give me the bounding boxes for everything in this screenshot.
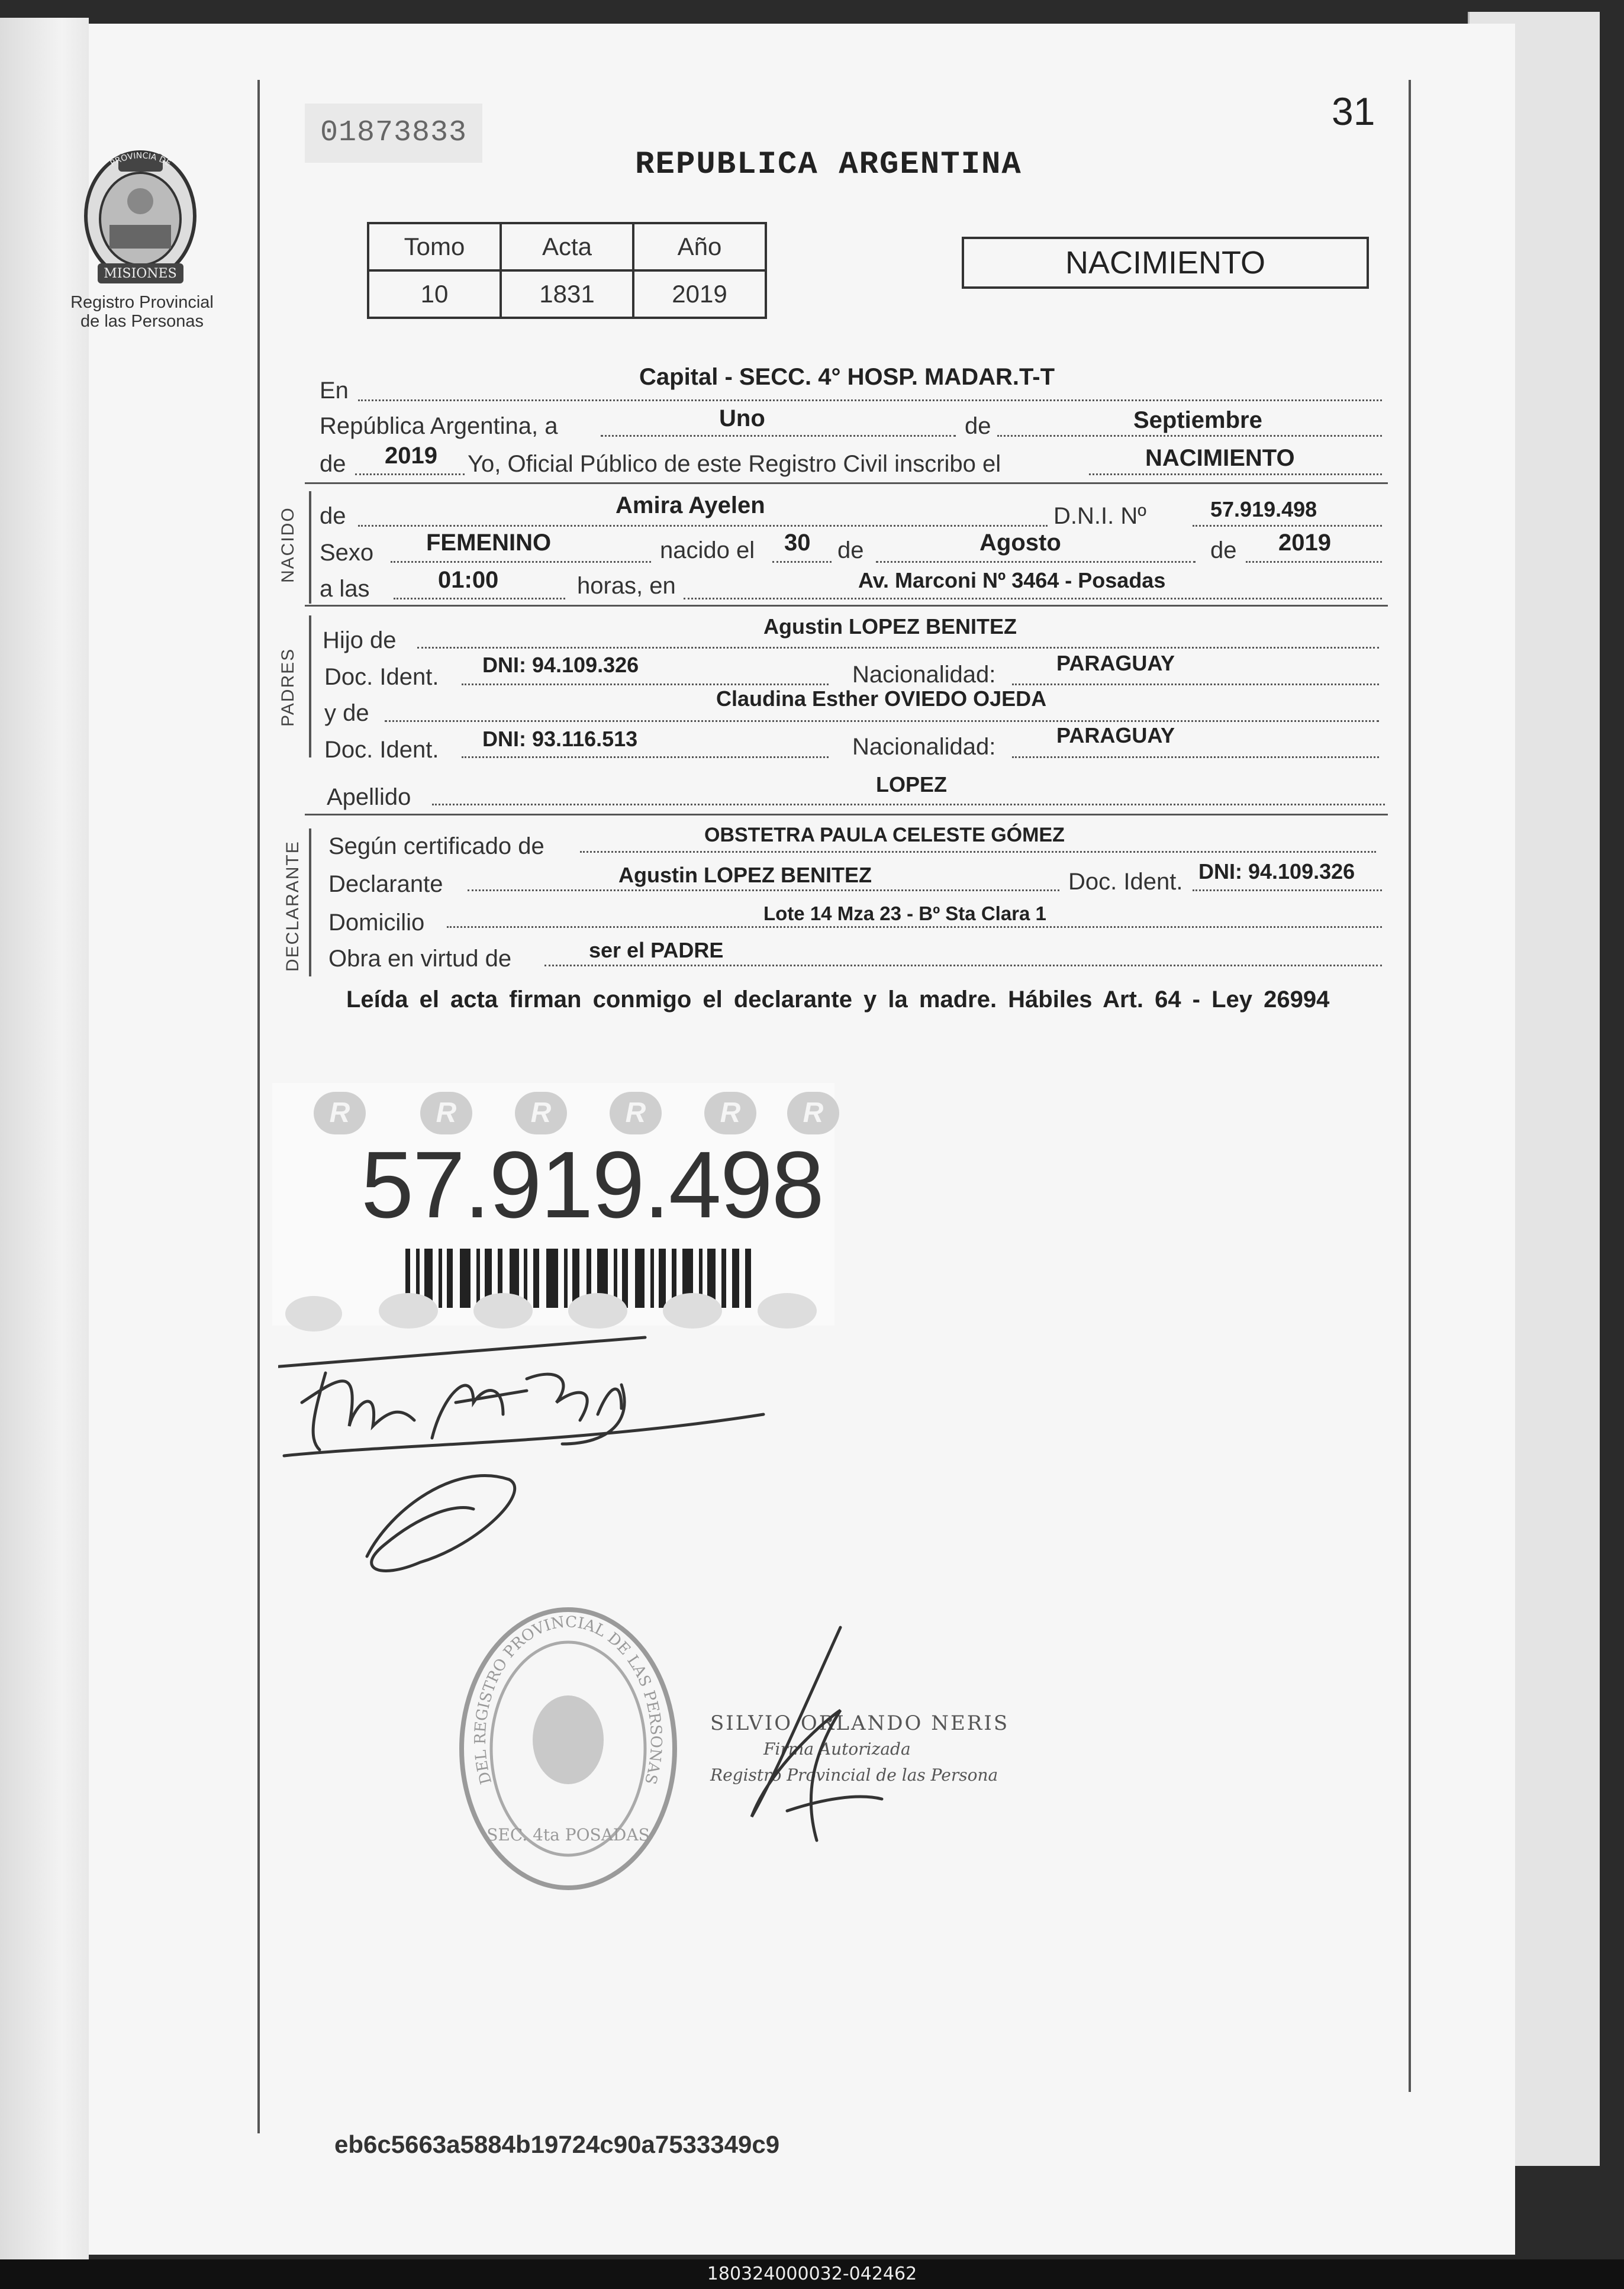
r-mark-icon: R xyxy=(704,1092,756,1134)
provincial-seal-icon xyxy=(77,142,204,290)
r-mark-icon: R xyxy=(515,1092,567,1134)
document-hash: eb6c5663a5884b19724c90a7533349c9 xyxy=(334,2130,780,2158)
dots-surname xyxy=(432,804,1385,805)
header-acta: Acta xyxy=(501,223,633,270)
svg-text:MISIONES: MISIONES xyxy=(104,266,177,281)
serial-number: 01873833 xyxy=(305,104,482,163)
value-birth-month: Agosto xyxy=(979,530,1061,556)
label-domicilio: Domicilio xyxy=(328,910,425,936)
svg-text:PROVINCIA DE: PROVINCIA DE xyxy=(108,151,173,169)
value-acta: 1831 xyxy=(501,270,633,318)
divider-2 xyxy=(305,605,1388,607)
nacido-bracket xyxy=(309,491,311,604)
dots-declarant-doc xyxy=(1193,889,1382,891)
divider-3 xyxy=(305,814,1388,815)
record-type-box: NACIMIENTO xyxy=(962,237,1369,289)
book-gutter xyxy=(0,18,89,2261)
record-table xyxy=(367,222,767,319)
section-label-nacido: NACIDO xyxy=(278,507,298,583)
dots-time xyxy=(394,598,565,599)
label-republica: República Argentina, a xyxy=(320,413,558,439)
dots-act xyxy=(1089,473,1382,475)
label-y-de: y de xyxy=(324,700,369,726)
value-act-type: NACIMIENTO xyxy=(1145,445,1295,471)
label-nacionalidad-mother: Nacionalidad: xyxy=(852,734,996,760)
page-number: 31 xyxy=(1332,89,1375,133)
label-de-name: de xyxy=(320,503,346,529)
section-label-padres: PADRES xyxy=(278,647,298,727)
value-birth-place: Av. Marconi Nº 3464 - Posadas xyxy=(858,568,1166,592)
label-nacionalidad-father: Nacionalidad: xyxy=(852,662,996,688)
label-declarante: Declarante xyxy=(328,871,443,897)
label-apellido: Apellido xyxy=(327,784,411,810)
left-margin-line xyxy=(257,80,260,2133)
closing-text: Leída el acta firman conmigo el declarante y la madre. Hábiles Art. 64 - Ley 26994 xyxy=(346,986,1330,1013)
stamp-ring-text: DEL REGISTRO PROVINCIAL DE LAS PERSONAS xyxy=(471,1613,665,1787)
value-tomo: 10 xyxy=(368,270,501,318)
label-en: En xyxy=(320,378,349,404)
value-child-dni: 57.919.498 xyxy=(1210,497,1317,521)
signer-name: SILVIO ORLANDO NERIS xyxy=(710,1711,1010,1735)
dots-sexo xyxy=(391,561,651,563)
label-segun-cert: Según certificado de xyxy=(328,833,544,859)
value-birth-time: 01:00 xyxy=(438,567,499,593)
value-place: Capital - SECC. 4° HOSP. MADAR.T-T xyxy=(639,364,1055,390)
dots-father-doc xyxy=(462,684,829,685)
label-doc-ident-declarant: Doc. Ident. xyxy=(1068,869,1183,895)
r-mark-icon: R xyxy=(314,1092,366,1134)
registry-label-line2: de las Personas xyxy=(80,312,204,331)
value-father-doc: DNI: 94.109.326 xyxy=(482,653,639,677)
registry-label-line1: Registro Provincial xyxy=(70,293,214,312)
dots-name xyxy=(358,525,1048,527)
value-birth-year: 2019 xyxy=(1278,530,1331,556)
value-certificate-by: OBSTETRA PAULA CELESTE GÓMEZ xyxy=(704,824,1065,846)
value-declarant: Agustin LOPEZ BENITEZ xyxy=(618,863,872,887)
r-mark-icon: R xyxy=(420,1092,472,1134)
scan-footer-id: 180324000032-042462 xyxy=(0,2259,1624,2289)
value-mother-nationality: PARAGUAY xyxy=(1056,723,1175,747)
dots-birth-day xyxy=(772,561,832,563)
label-de-year: de xyxy=(320,451,346,477)
value-declarant-doc: DNI: 94.109.326 xyxy=(1198,859,1355,884)
declarante-bracket xyxy=(309,828,311,976)
sticker-dni-number: 57.919.498 xyxy=(361,1131,823,1237)
label-dni: D.N.I. Nº xyxy=(1053,503,1146,529)
label-sexo: Sexo xyxy=(320,540,374,566)
official-stamp-icon xyxy=(456,1604,681,1894)
label-horas-en: horas, en xyxy=(577,573,676,599)
value-surname: LOPEZ xyxy=(876,772,948,797)
dots-birth-place xyxy=(684,598,1382,599)
divider-1 xyxy=(305,482,1388,484)
value-father-name: Agustin LOPEZ BENITEZ xyxy=(763,614,1017,639)
label-a-las: a las xyxy=(320,576,370,602)
value-father-nationality: PARAGUAY xyxy=(1056,651,1175,675)
label-hijo-de: Hijo de xyxy=(323,627,397,653)
dots-mother-doc xyxy=(462,756,829,758)
value-acting-as: ser el PADRE xyxy=(589,938,724,962)
value-birth-day: 30 xyxy=(784,530,811,556)
padres-bracket xyxy=(309,615,311,757)
section-label-declarante: DECLARANTE xyxy=(283,840,302,972)
dots-day xyxy=(601,435,956,437)
official-signature-icon xyxy=(740,1621,894,1846)
value-sex: FEMENINO xyxy=(426,530,552,556)
value-day-word: Uno xyxy=(719,405,765,431)
dots-dni xyxy=(1193,525,1382,527)
stamp-office-text: SEC. 4ta POSADAS xyxy=(486,1825,650,1845)
label-doc-ident-father: Doc. Ident. xyxy=(324,664,439,690)
r-mark-icon: R xyxy=(787,1092,839,1134)
label-yo-oficial: Yo, Oficial Público de este Registro Civil inscribo el xyxy=(468,451,1001,477)
value-month-word: Septiembre xyxy=(1133,407,1262,433)
label-nacido-el: nacido el xyxy=(660,537,755,563)
r-mark-icon: R xyxy=(610,1092,662,1134)
value-mother-name: Claudina Esther OVIEDO OJEDA xyxy=(716,686,1047,711)
header-tomo: Tomo xyxy=(368,223,501,270)
dots-month xyxy=(997,435,1382,437)
label-de-birth-month: de xyxy=(837,537,864,563)
value-mother-doc: DNI: 93.116.513 xyxy=(482,727,638,751)
header-anio: Año xyxy=(633,223,766,270)
dots-birth-month xyxy=(876,561,1196,563)
label-de-birth-year: de xyxy=(1210,537,1237,563)
record-table-header xyxy=(368,223,766,270)
dots-father-nat xyxy=(1012,684,1379,685)
label-de-month: de xyxy=(965,413,991,439)
label-doc-ident-mother: Doc. Ident. xyxy=(324,737,439,763)
dots-father xyxy=(417,647,1379,649)
label-obra-virtud: Obra en virtud de xyxy=(328,946,512,972)
dots-acting-as xyxy=(544,965,1382,966)
signer-office: Registro Provincial de las Persona xyxy=(710,1765,998,1785)
dots-mother xyxy=(385,720,1379,722)
right-margin-line xyxy=(1409,80,1411,2092)
dots-birth-year xyxy=(1246,561,1382,563)
value-address: Lote 14 Mza 23 - Bº Sta Clara 1 xyxy=(763,902,1046,924)
value-child-name: Amira Ayelen xyxy=(616,492,765,518)
value-year: 2019 xyxy=(385,443,437,469)
record-table-values xyxy=(368,270,766,318)
dots-declarant xyxy=(468,889,1059,891)
dots-year xyxy=(355,473,465,475)
dots-address xyxy=(447,926,1382,928)
country-title: REPUBLICA ARGENTINA xyxy=(635,147,1022,183)
signer-role: Firma Autorizada xyxy=(763,1739,911,1759)
dots-en xyxy=(358,399,1382,401)
registry-label xyxy=(59,293,225,331)
value-anio: 2019 xyxy=(633,270,766,318)
dots-mother-nat xyxy=(1012,756,1379,758)
dots-cert xyxy=(580,851,1376,853)
handwritten-signatures-icon xyxy=(278,1284,870,1616)
